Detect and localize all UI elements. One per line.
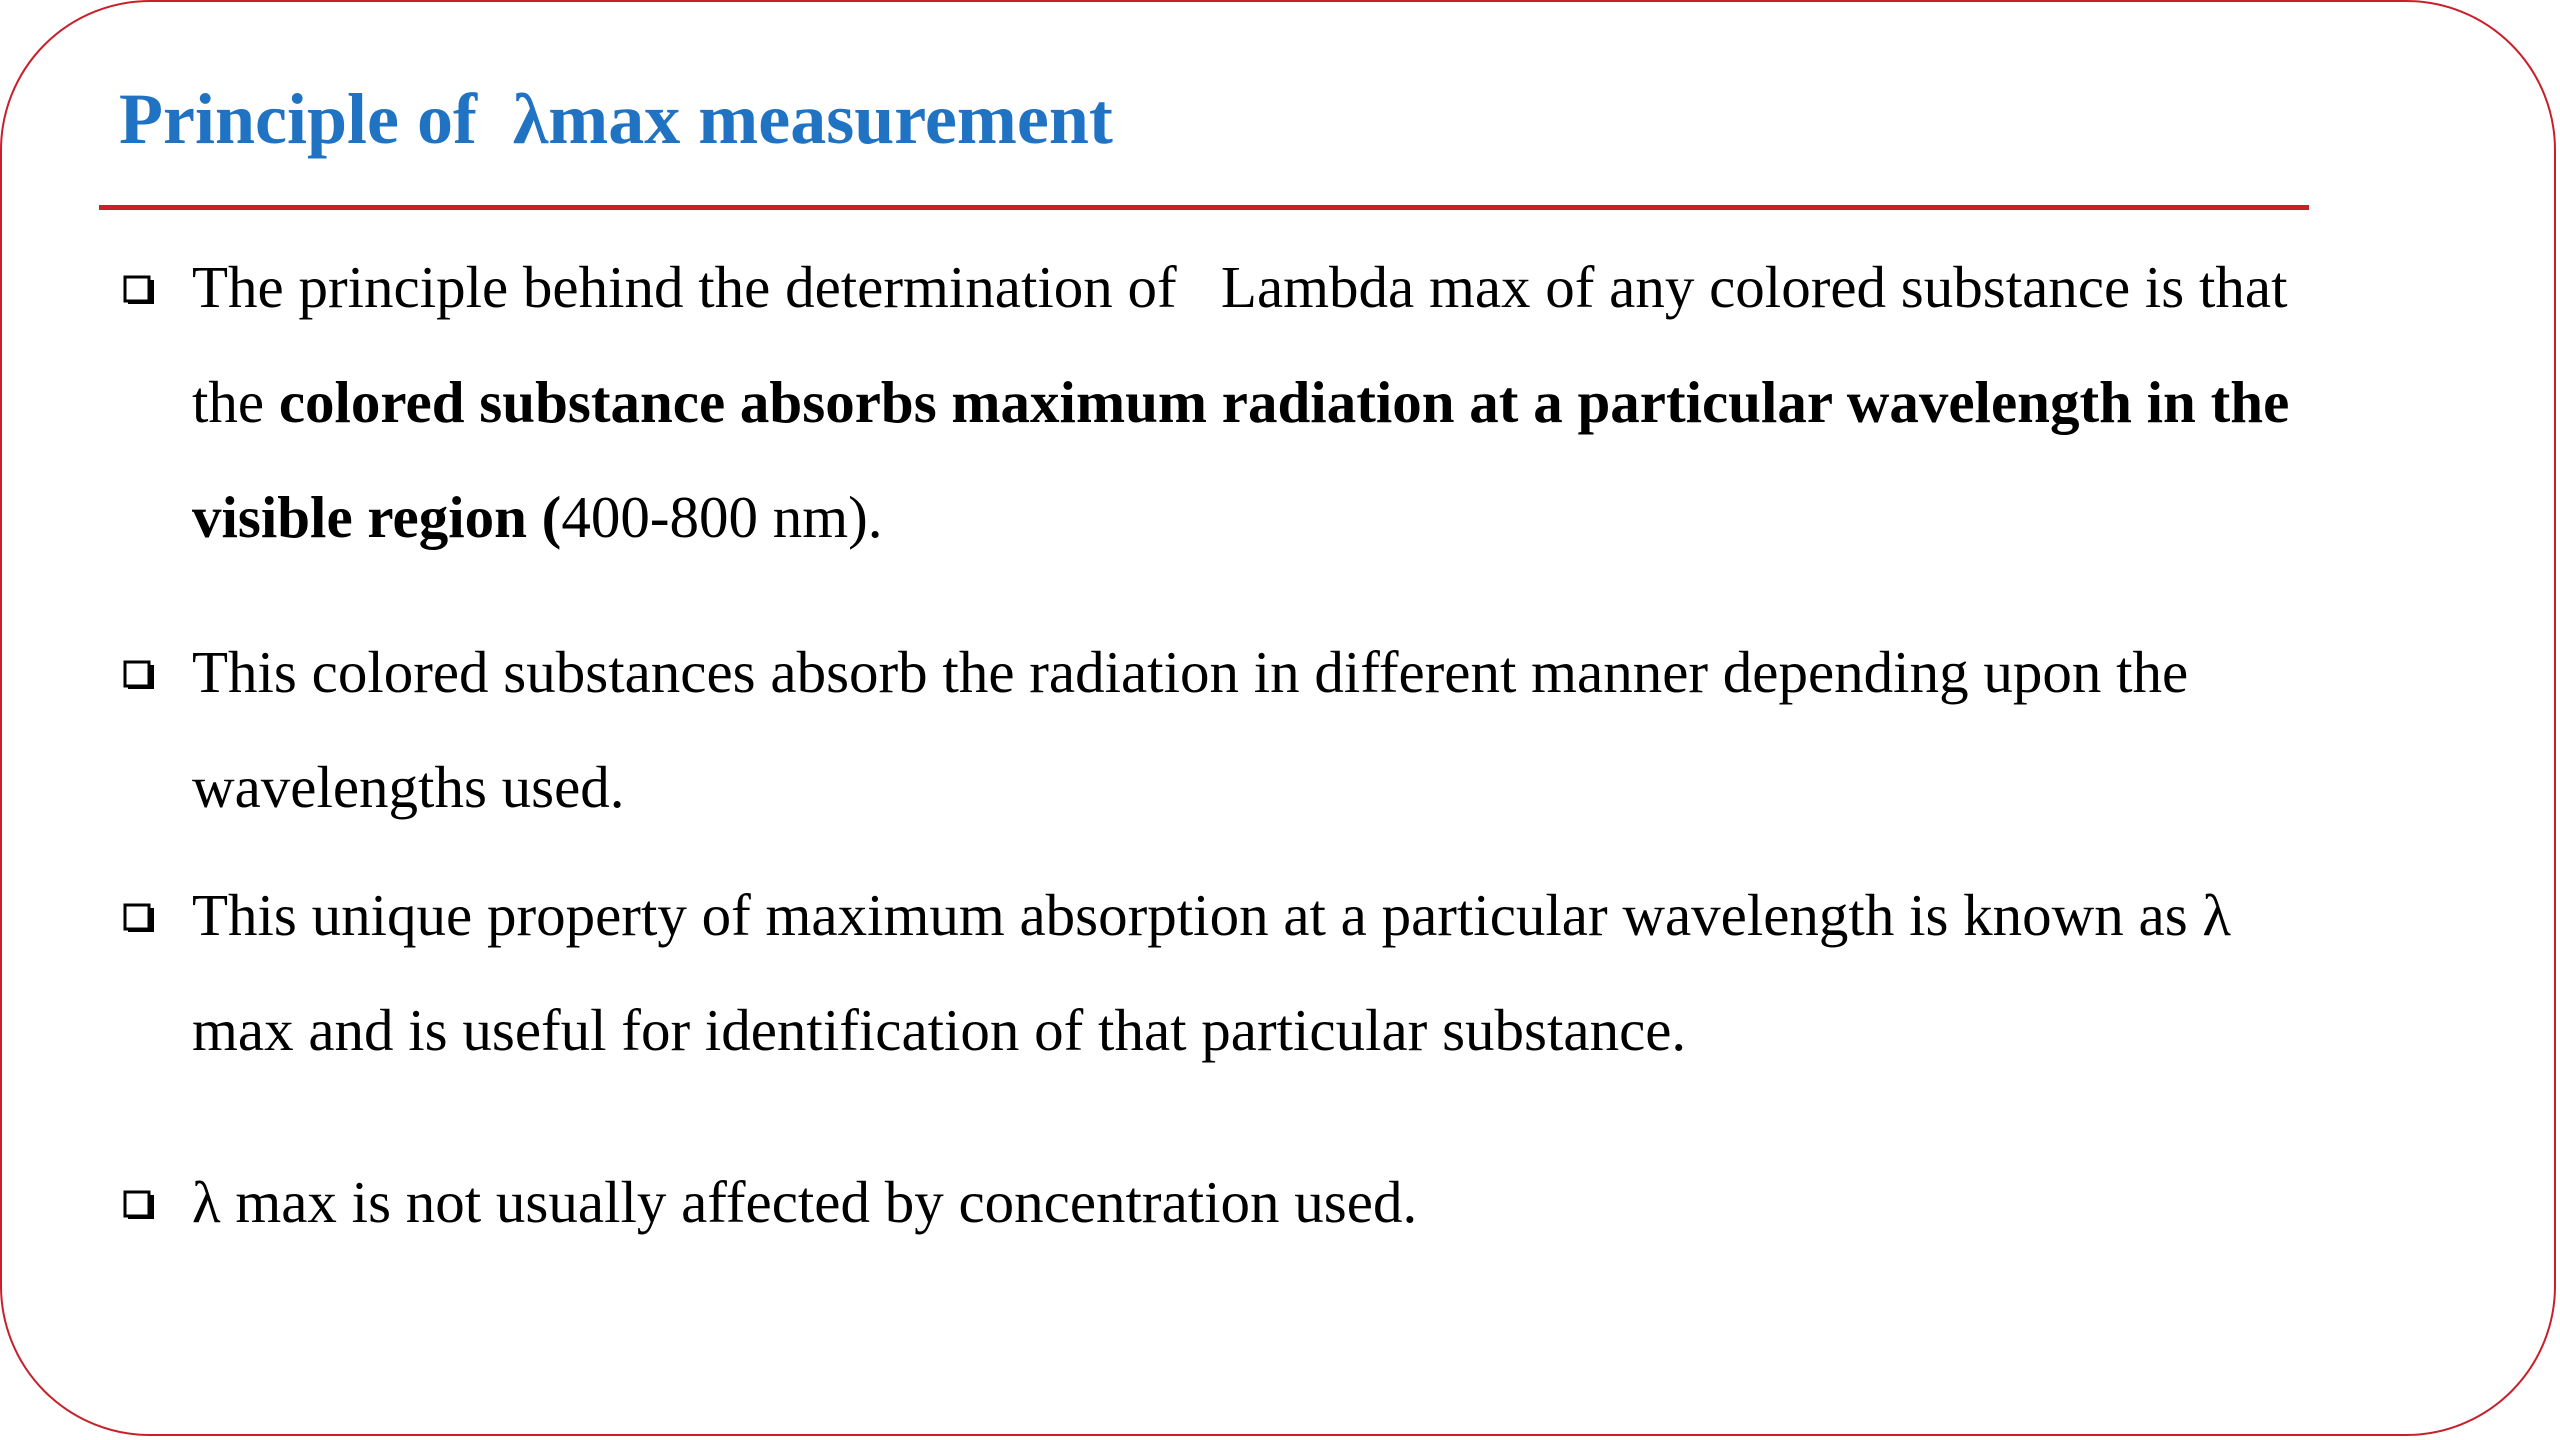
hollow-square-bullet-icon	[122, 1185, 157, 1220]
bullet-item	[122, 615, 2312, 845]
slide-title: Principle of λmax measurement	[119, 79, 1113, 159]
bullet-text-normal-end: 400-800 nm).	[561, 484, 883, 550]
bullet-text-emphasis: colored substance absorbs maximum radiation at a particular wavelength in the visible region (	[192, 369, 2305, 550]
bullet-item	[122, 858, 2312, 1088]
bullet-text	[192, 230, 2312, 575]
hollow-square-bullet-icon	[122, 270, 157, 305]
bullet-text: This colored substances absorb the radiation in different manner depending upon the wavelengths used.	[192, 639, 2203, 820]
bullet-text: λ max is not usually affected by concentration used.	[192, 1169, 1418, 1235]
bullet-item	[122, 1145, 2312, 1260]
bullet-item	[122, 230, 2312, 575]
title-divider	[99, 205, 2309, 210]
bullet-text-normal: The principle behind the determination of Lambda max of any colored substance is that the	[192, 254, 2303, 435]
bullet-text: This unique property of maximum absorption at a particular wavelength is known as λ max and is useful for identification of that particular substance.	[192, 882, 2246, 1063]
hollow-square-bullet-icon	[122, 898, 157, 933]
hollow-square-bullet-icon	[122, 655, 157, 690]
